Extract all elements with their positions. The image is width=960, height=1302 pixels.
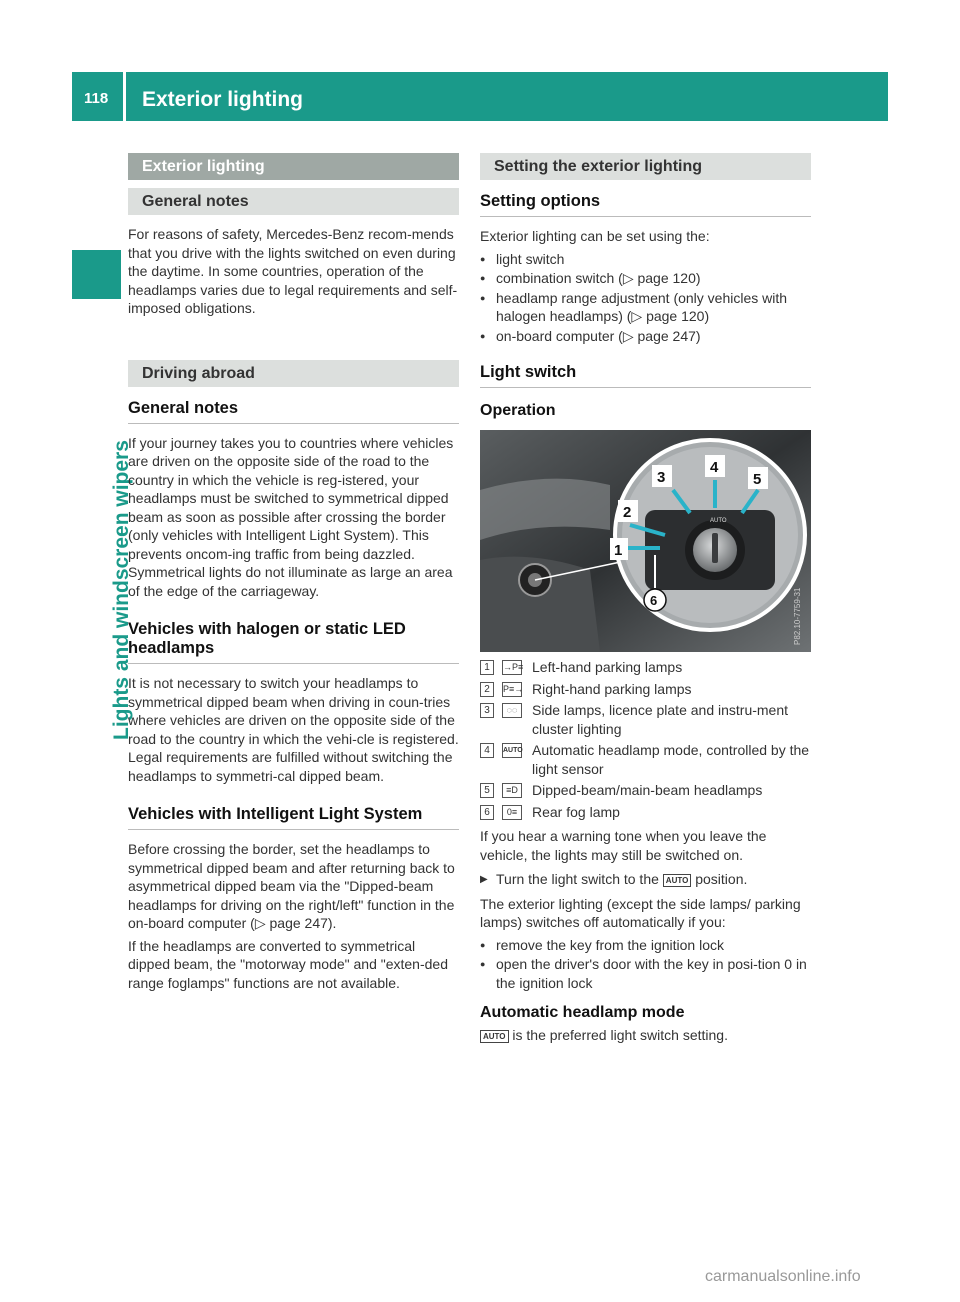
page-title: Exterior lighting: [142, 88, 304, 111]
heading-setting-options: Setting options: [480, 192, 811, 217]
list-item: ● headlamp range adjustment (only vehicles with halogen headlamps) (▷ page 120): [480, 289, 811, 326]
heading-auto-mode: Automatic headlamp mode: [480, 1004, 685, 1021]
heading-ils: Vehicles with Intelligent Light System: [128, 805, 459, 830]
legend-row: [480, 781, 811, 800]
warning-tone-text: If you hear a warning tone when you leave the vehicle, the lights may still be switched on.: [480, 828, 767, 863]
callout-5: 5: [753, 471, 762, 488]
auto-mode-text: [480, 1026, 811, 1045]
setting-options-list: [480, 250, 811, 346]
halogen-text: It is not necessary to switch your headlamps to symmetrical dipped beam when driving in coun-tries where vehicles are driven on the opposite side of the road to the country in which the vehi-cle is registered. Legal requirements are fulfilled without switching the headlamps to symmetri-cal dipped beam.: [128, 675, 459, 784]
general-notes-text: For reasons of safety, Mercedes-Benz recom-mends that you drive with the lights switched on even during the daytime. In some countries, operation of the headlamps varies due to legal requirements and self-imposed obligations.: [128, 226, 458, 316]
section-band-setting: Setting the exterior lighting: [480, 153, 811, 180]
auto-icon: AUTO: [480, 1030, 509, 1043]
ils-text-2: If the headlamps are converted to symmetrical dipped beam, the "motorway mode" and "exten-ded range foglamps" functions are not available.: [128, 937, 448, 991]
legend-row: [480, 741, 811, 778]
driving-abroad-text: If your journey takes you to countries where vehicles are driven on the opposite side of the road to the country in which the vehicle is reg-istered, your headlamps must be switched to symmetrical dipped beam as soon as possible after crossing the border (only vehicles with Intelligent Light System). This prevents oncom-ing traffic from being dazzled. Symmetrical lights do not illuminate as large an area of the edge of the carriageway.: [128, 434, 454, 599]
legend-text: Rear fog lamp: [532, 803, 620, 820]
light-switch-illustration: [480, 430, 811, 652]
legend-number: 4: [480, 743, 494, 758]
setting-options-intro: Exterior lighting can be set using the:: [480, 228, 710, 244]
auto-off-text: The exterior lighting (except the side lamps/ parking lamps) switches off automatically if you:: [480, 895, 801, 930]
instruction-text-pre: Turn the light switch to the: [496, 871, 659, 887]
instruction-step: [480, 870, 811, 889]
rear-fog-lamp-icon: 0≡: [502, 805, 522, 820]
callout-2: 2: [623, 504, 632, 521]
list-item: ● light switch: [480, 250, 811, 269]
list-item: ● open the driver's door with the key in posi-tion 0 in the ignition lock: [480, 955, 811, 992]
dipped-beam-icon: ≡D: [502, 783, 522, 798]
ils-text-1: Before crossing the border, set the headlamps to symmetrical dipped beam and after returning back to asymmetrical dipped beam via the "Dipped-beam headlamps for driving on the right/left" function in the on-board computer (▷ page 247).: [128, 841, 455, 931]
list-item: ● remove the key from the ignition lock: [480, 936, 811, 955]
legend-text: Side lamps, licence plate and instru-ment cluster lighting: [532, 702, 789, 737]
legend-number: 1: [480, 660, 494, 675]
left-column: [128, 153, 459, 992]
legend-number: 2: [480, 682, 494, 697]
heading-halogen: Vehicles with halogen or static LED headlamps: [128, 620, 459, 664]
auto-headlamp-icon: AUTO: [502, 743, 522, 758]
legend-text: Right-hand parking lamps: [532, 680, 692, 697]
legend-row: [480, 680, 811, 699]
legend-text: Dipped-beam/main-beam headlamps: [532, 782, 763, 798]
photo-code: P82.10-7759-31: [793, 587, 802, 645]
auto-icon: AUTO: [663, 874, 692, 887]
list-item: ● combination switch (▷ page 120): [480, 269, 811, 288]
callout-6: 6: [650, 593, 658, 608]
legend-number: 5: [480, 783, 494, 798]
auto-off-list: [480, 936, 811, 993]
callout-1: 1: [614, 542, 623, 559]
legend-text: Left-hand parking lamps: [532, 659, 683, 675]
light-switch-photo: [480, 430, 811, 652]
heading-operation: Operation: [480, 402, 556, 419]
side-lamps-icon: ◌◌: [502, 703, 522, 718]
switch-auto-label: AUTO: [710, 518, 727, 524]
section-band-exterior-lighting: Exterior lighting: [128, 153, 459, 180]
right-column: [480, 153, 811, 1045]
heading-light-switch: Light switch: [480, 363, 811, 388]
callout-4: 4: [710, 459, 719, 476]
section-tab: [72, 250, 121, 299]
legend-row: [480, 658, 811, 677]
legend: [480, 658, 811, 821]
right-parking-lamps-icon: P≡→: [502, 682, 522, 697]
page-number: 118: [84, 90, 109, 107]
legend-text: Automatic headlamp mode, controlled by the light sensor: [532, 742, 810, 777]
heading-general-notes: General notes: [128, 399, 459, 424]
left-parking-lamps-icon: →P≡: [502, 660, 522, 675]
callout-3: 3: [657, 469, 666, 486]
legend-row: [480, 701, 811, 738]
auto-mode-desc: is the preferred light switch setting.: [512, 1027, 728, 1043]
watermark: carmanualsonline.info: [705, 1268, 861, 1285]
subsection-band-driving-abroad: Driving abroad: [128, 360, 459, 387]
legend-number: 6: [480, 805, 494, 820]
instruction-text-post: position.: [695, 871, 748, 887]
section-label: Lights and windscreen wipers: [110, 440, 133, 740]
legend-number: 3: [480, 703, 494, 718]
legend-row: [480, 803, 811, 822]
subsection-band-general-notes: General notes: [128, 188, 459, 215]
list-item: ● on-board computer (▷ page 247): [480, 327, 811, 346]
